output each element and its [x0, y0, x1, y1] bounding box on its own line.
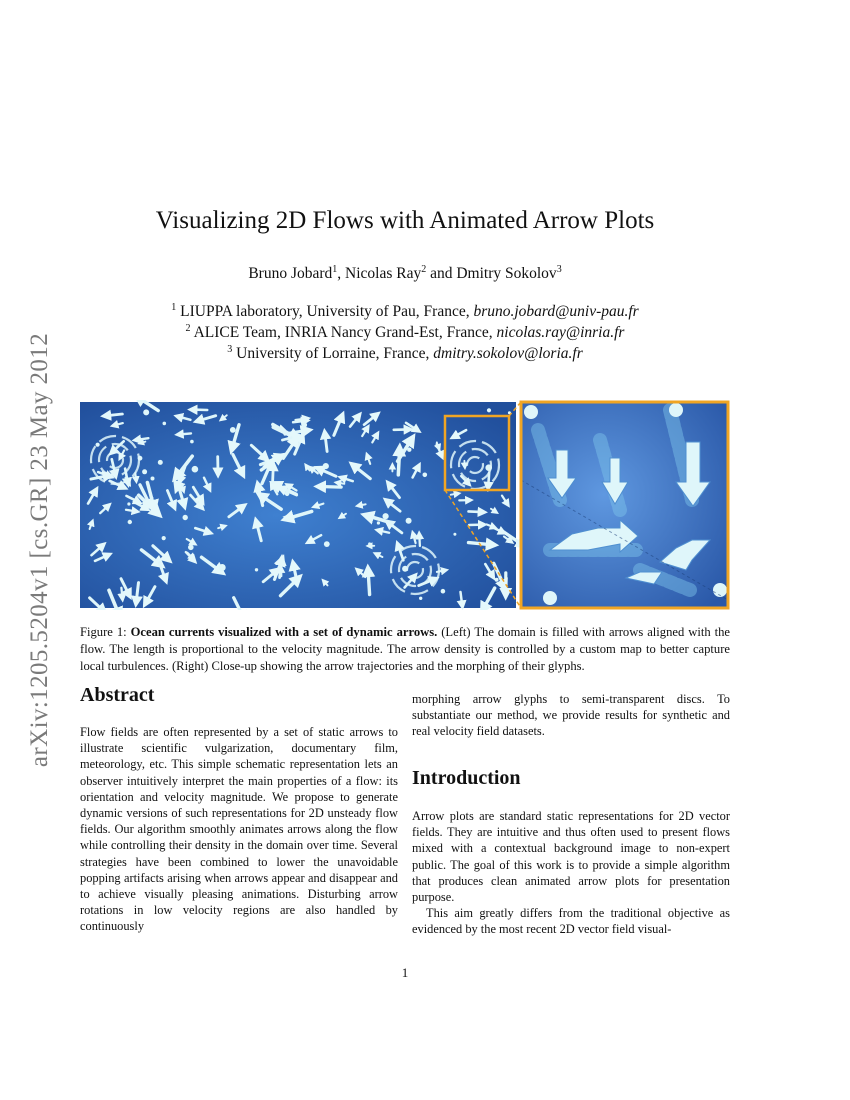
flow-dot — [302, 422, 307, 427]
flow-dot — [162, 536, 166, 540]
flow-dot — [423, 473, 428, 478]
flow-dot — [183, 515, 188, 520]
flow-arrow — [121, 588, 122, 598]
closeup-disc — [524, 405, 538, 419]
affil-email: nicolas.ray@inria.fr — [496, 324, 625, 341]
affiliation-1 — [0, 303, 810, 321]
affil-mark: 1 — [171, 301, 177, 313]
flow-dot — [151, 477, 155, 481]
flow-dot — [190, 440, 194, 444]
arxiv-identifier: arXiv:1205.5204v1 [cs.GR] 23 May 2012 — [26, 332, 53, 768]
flow-arrow — [320, 487, 342, 488]
caption-text: (Left) The domain is filled with arrows aligned with the flow. The length is proportional to the velocity magnitude. The arrow density is controlled by a custom map to better capture local turbulences. (Right) Close-up showing the arrow trajectories and the morphing of their glyphs. — [80, 625, 730, 673]
flow-arrow — [273, 466, 274, 483]
affil-text: ALICE Team, INRIA Nancy Grand-Est, France, — [193, 324, 497, 341]
intro-paragraph-1: Arrow plots are standard static representations for 2D vector fields. They are intuitive and thus often used to present flows mixed with a contextual background image to non-expert public. The goal of this work is to provide a simple algorithm that produces clean animated arrow plots for presentation purpose. — [412, 809, 730, 905]
abstract-text: Flow fields are often represented by a set of static arrows to illustrate scientific vulgarization, documentary film, meteorology, etc. This simple schematic representation lets an observer intuitively interpret the main properties of a flow: its orientation and velocity magnitude. We propose to generate dynamic versions of such representations for 2D unsteady flow fields. Our algorithm smoothly animates arrows along the flow while controlling their density in the domain over time. Several strategies have been combined to lower the unavoidable popping artifacts arising when arrows appear and disappear and to achieve visually pleasing animations. Disturbing arrow rotations in low velocity regions are also handled by continuously — [80, 725, 398, 934]
author-name: Dmitry Sokolov — [456, 265, 557, 282]
flow-dot — [188, 545, 194, 551]
flow-dot — [143, 409, 149, 415]
page-number: 1 — [401, 965, 409, 980]
flow-arrow — [419, 535, 420, 546]
flow-dot — [138, 456, 143, 461]
flow-dot — [441, 589, 446, 594]
flow-dot — [142, 469, 147, 474]
flow-dot — [383, 513, 389, 519]
flow-arrow — [135, 473, 136, 480]
affil-email: bruno.jobard@univ-pau.fr — [473, 303, 639, 320]
flow-dot — [158, 460, 163, 465]
flow-dot — [230, 427, 236, 433]
flow-dot — [192, 466, 199, 473]
flow-arrow — [293, 421, 306, 423]
affiliation-2 — [0, 324, 810, 342]
abstract-continuation: morphing arrow glyphs to semi-transparent discs. To substantiate our method, we provide results for synthetic and real velocity field datasets. — [412, 692, 730, 739]
affiliation-3 — [0, 345, 810, 363]
flow-arrow — [488, 472, 489, 487]
affil-mark: 2 — [185, 322, 191, 334]
flow-arrow — [469, 511, 483, 512]
flow-arrow — [126, 510, 136, 512]
author-name: Nicolas Ray — [345, 265, 422, 282]
author-separator: and — [426, 265, 457, 282]
flow-dot — [453, 533, 456, 536]
flow-dot — [255, 568, 258, 571]
flow-dot — [219, 564, 226, 571]
flow-arrow — [179, 433, 191, 434]
introduction-heading: Introduction — [412, 767, 521, 789]
flow-arrow — [106, 414, 123, 416]
flow-arrow — [337, 483, 344, 484]
intro-paragraph-2: This aim greatly differs from the traditional objective as evidenced by the most recent 2D vector field visual- — [412, 906, 730, 937]
author-affil-mark: 3 — [556, 263, 562, 275]
affil-email: dmitry.sokolov@loria.fr — [433, 345, 583, 362]
caption-label: Figure 1: — [80, 625, 131, 639]
flow-dot — [127, 502, 130, 505]
abstract-heading: Abstract — [80, 684, 155, 706]
flow-dot — [406, 518, 412, 524]
flow-dot — [323, 463, 329, 469]
flow-arrow — [136, 438, 148, 440]
flow-dot — [495, 578, 499, 582]
flow-arrow — [359, 504, 366, 505]
flow-dot — [96, 443, 100, 447]
closeup-disc — [669, 403, 683, 417]
flow-dot — [324, 541, 330, 547]
flow-dot — [487, 408, 491, 412]
flow-visualization-image — [80, 400, 730, 610]
author-name: Bruno Jobard — [248, 265, 333, 282]
flow-dot — [285, 492, 290, 497]
flow-arrow — [461, 592, 463, 605]
flow-dot — [128, 520, 132, 524]
caption-bold: Ocean currents visualized with a set of dynamic arrows. — [130, 625, 438, 639]
flow-dot — [377, 521, 380, 524]
figure-ocean-arrows — [80, 400, 730, 610]
flow-arrow — [451, 494, 458, 495]
affil-text: University of Lorraine, France, — [236, 345, 434, 362]
flow-dot — [368, 542, 371, 545]
flow-dot — [163, 422, 167, 426]
author-affil-mark: 1 — [332, 263, 338, 275]
author-list — [0, 265, 810, 283]
flow-arrow — [368, 570, 370, 594]
author-affil-mark: 2 — [421, 263, 427, 275]
figure-caption — [80, 624, 730, 675]
affil-mark: 3 — [227, 343, 233, 355]
flow-dot — [485, 464, 492, 471]
paper-title: Visualizing 2D Flows with Animated Arrow Plots — [155, 207, 655, 234]
flow-dot — [419, 597, 422, 600]
closeup-disc — [543, 591, 557, 605]
affil-text: LIUPPA laboratory, University of Pau, France, — [180, 303, 474, 320]
flow-dot — [402, 566, 408, 572]
author-separator: , — [337, 265, 346, 282]
flow-arrow — [398, 449, 399, 475]
flow-dot — [407, 448, 411, 452]
